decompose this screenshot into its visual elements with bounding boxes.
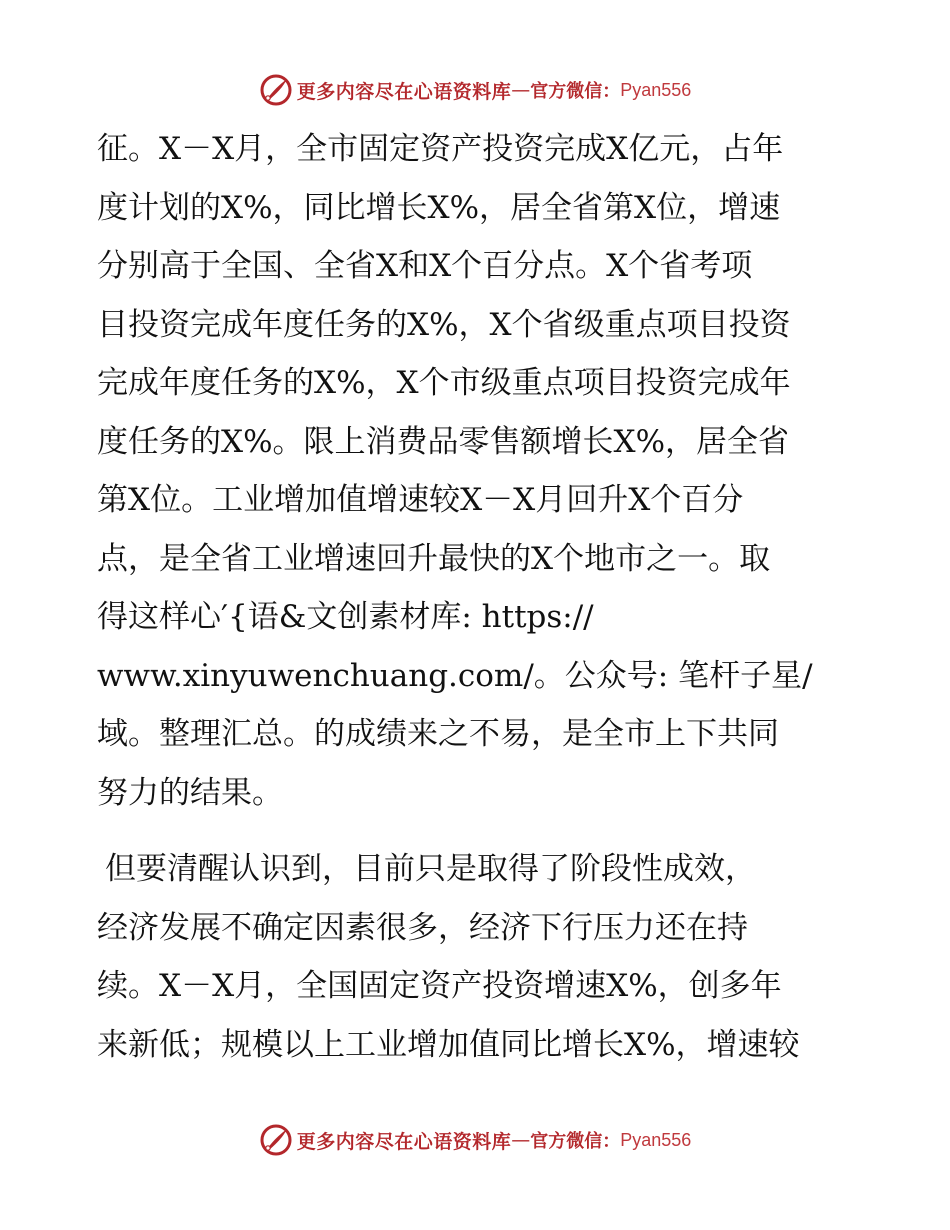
header-banner-wechat-label: 官方微信： [530, 81, 621, 102]
header-banner-dash: — [511, 79, 531, 101]
footer-banner-wechat-label: 官方微信： [530, 1131, 621, 1152]
text-line: 征。X－X月，全市固定资产投资完成X亿元，占年 [97, 131, 784, 167]
text-line: 努力的结果。 [97, 774, 283, 811]
header-banner [0, 70, 950, 110]
text-line: 但要清醒认识到，目前只是取得了阶段性成效， [105, 851, 756, 887]
feather-quill-logo-icon [259, 1123, 293, 1157]
footer-banner-dash: — [511, 1129, 531, 1151]
document-body [97, 120, 857, 1074]
text-line: 度任务的X%。限上消费品零售额增长X%，居全省 [97, 423, 790, 460]
text-line: www.xinyuwenchuang.com/。公众号: 笔杆子星/ [97, 657, 813, 694]
text-line: 完成年度任务的X%，X个市级重点项目投资完成年 [97, 365, 791, 401]
text-line: 点，是全省工业增速回升最快的X个地市之一。取 [97, 540, 771, 577]
footer-banner [0, 1120, 950, 1160]
feather-quill-logo-icon [259, 73, 293, 107]
footer-banner-wechat-id: Pyan556 [620, 1129, 692, 1150]
text-line: 得这样心′{语&文创素材库: https:// [97, 599, 594, 635]
paragraph-1 [97, 120, 857, 822]
paragraph-2 [97, 840, 857, 1074]
text-line: 度计划的X%，同比增长X%，居全省第X位，增速 [97, 189, 781, 226]
text-line: 经济发展不确定因素很多，经济下行压力还在持 [97, 909, 748, 946]
text-line: 目投资完成年度任务的X%，X个省级重点项目投资 [97, 306, 791, 343]
text-line: 分别高于全国、全省X和X个百分点。X个省考项 [97, 248, 753, 284]
text-line: 第X位。工业增加值增速较X－X月回升X个百分 [97, 482, 744, 518]
text-line: 来新低；规模以上工业增加值同比增长X%，增速较 [97, 1026, 800, 1063]
text-line: 续。X－X月，全国固定资产投资增速X%，创多年 [97, 968, 782, 1004]
header-banner-wechat-id: Pyan556 [620, 79, 692, 100]
header-banner-title: 更多内容尽在心语资料库 [296, 80, 512, 103]
footer-banner-title: 更多内容尽在心语资料库 [296, 1130, 512, 1153]
text-line: 域。整理汇总。的成绩来之不易，是全市上下共同 [97, 716, 779, 752]
